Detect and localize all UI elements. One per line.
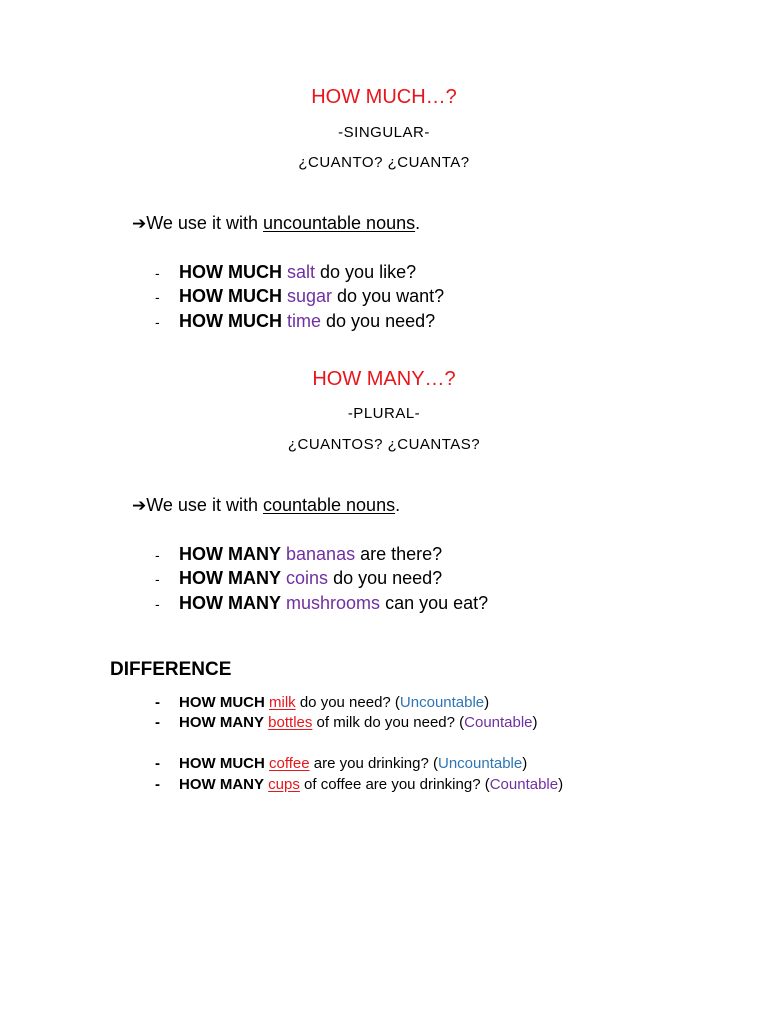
rule-prefix: We use it with bbox=[146, 213, 263, 233]
difference-word: coffee bbox=[269, 755, 310, 772]
how-much-spanish: ¿CUANTO? ¿CUANTA? bbox=[298, 154, 470, 171]
list-item bbox=[155, 544, 442, 565]
difference-keyword: HOW MANY bbox=[179, 714, 264, 731]
list-dash: - bbox=[155, 314, 160, 330]
list-noun: coins bbox=[286, 568, 329, 588]
list-noun: time bbox=[287, 311, 322, 331]
difference-label: Uncountable bbox=[399, 694, 485, 711]
list-dash: - bbox=[155, 547, 160, 563]
list-keyword: HOW MANY bbox=[179, 544, 281, 564]
difference-rest: do you need? ( bbox=[299, 694, 400, 711]
list-item bbox=[155, 593, 488, 614]
difference-rest: are you drinking? ( bbox=[313, 755, 438, 772]
list-rest: are there? bbox=[360, 544, 443, 564]
list-item bbox=[155, 262, 416, 283]
difference-keyword: HOW MUCH bbox=[179, 694, 265, 711]
arrow-right-icon: ➔ bbox=[132, 214, 147, 234]
difference-label: Countable bbox=[489, 776, 559, 793]
list-dash: - bbox=[155, 596, 160, 612]
difference-item bbox=[155, 694, 489, 711]
list-rest: do you like? bbox=[320, 262, 417, 282]
list-keyword: HOW MUCH bbox=[179, 262, 282, 282]
difference-label: Uncountable bbox=[438, 755, 523, 772]
difference-rest: of milk do you need? ( bbox=[316, 714, 465, 731]
difference-keyword: HOW MANY bbox=[179, 776, 264, 793]
rule-term: countable nouns bbox=[262, 495, 396, 515]
list-dash: - bbox=[155, 776, 160, 793]
how-many-spanish: ¿CUANTOS? ¿CUANTAS? bbox=[287, 436, 481, 453]
list-dash: - bbox=[155, 289, 160, 305]
list-keyword: HOW MANY bbox=[179, 568, 281, 588]
difference-rest: of coffee are you drinking? ( bbox=[304, 776, 490, 793]
difference-item bbox=[155, 755, 527, 772]
difference-label: Countable bbox=[464, 714, 533, 731]
arrow-right-icon: ➔ bbox=[132, 496, 147, 516]
how-much-title: HOW MUCH…? bbox=[311, 86, 457, 108]
how-many-title: HOW MANY…? bbox=[312, 368, 456, 390]
list-dash: - bbox=[155, 694, 160, 711]
list-item bbox=[155, 568, 442, 589]
list-keyword: HOW MUCH bbox=[179, 286, 282, 306]
rule-suffix: . bbox=[415, 213, 421, 233]
list-rest: do you need? bbox=[333, 568, 443, 588]
list-rest: do you need? bbox=[326, 311, 436, 331]
list-item bbox=[155, 311, 435, 332]
how-much-subtitle: -SINGULAR- bbox=[338, 124, 430, 141]
difference-item bbox=[155, 714, 538, 731]
list-noun: sugar bbox=[287, 286, 333, 306]
list-noun: bananas bbox=[286, 544, 356, 564]
how-many-subtitle: -PLURAL- bbox=[347, 405, 421, 422]
list-dash: - bbox=[155, 755, 160, 772]
difference-heading: DIFFERENCE bbox=[110, 659, 232, 680]
difference-close: ) bbox=[558, 776, 564, 793]
list-dash: - bbox=[155, 714, 160, 731]
list-keyword: HOW MANY bbox=[179, 593, 281, 613]
rule-prefix: We use it with bbox=[146, 495, 263, 515]
difference-item bbox=[155, 776, 563, 793]
list-rest: can you eat? bbox=[385, 593, 489, 613]
list-item bbox=[155, 286, 444, 307]
difference-word: cups bbox=[268, 776, 300, 793]
list-dash: - bbox=[155, 265, 160, 281]
list-noun: salt bbox=[287, 262, 316, 282]
list-rest: do you want? bbox=[337, 286, 445, 306]
list-noun: mushrooms bbox=[286, 593, 381, 613]
difference-keyword: HOW MUCH bbox=[179, 755, 265, 772]
rule-suffix: . bbox=[395, 495, 401, 515]
how-many-rule bbox=[132, 495, 400, 516]
difference-word: bottles bbox=[268, 714, 313, 731]
difference-word: milk bbox=[269, 694, 296, 711]
list-keyword: HOW MUCH bbox=[179, 311, 282, 331]
how-much-rule bbox=[132, 213, 420, 234]
difference-close: ) bbox=[484, 694, 490, 711]
difference-close: ) bbox=[532, 714, 538, 731]
list-dash: - bbox=[155, 571, 160, 587]
rule-term: uncountable nouns bbox=[262, 213, 416, 233]
difference-close: ) bbox=[522, 755, 528, 772]
